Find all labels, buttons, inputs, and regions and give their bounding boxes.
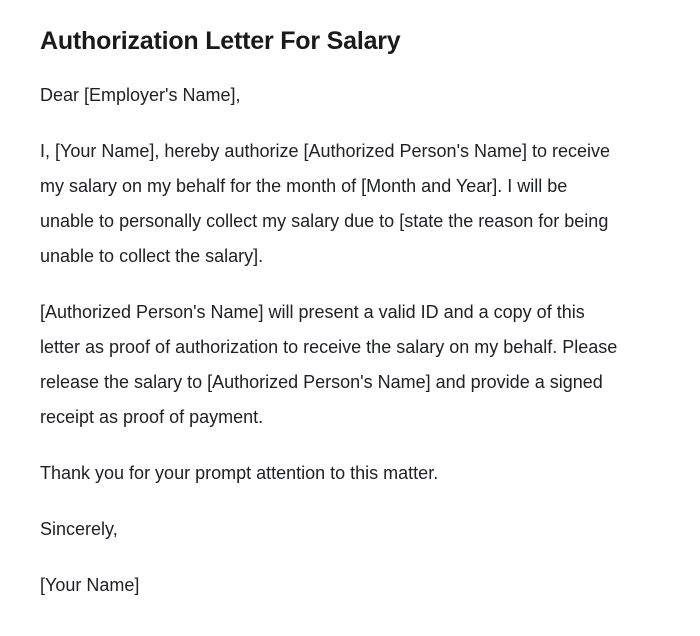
page-title: Authorization Letter For Salary [40, 27, 401, 55]
letter-closing: Sincerely, [40, 519, 118, 539]
letter-salutation: Dear [Employer's Name], [40, 85, 241, 105]
letter-paragraph-thanks: Thank you for your prompt attention to this matter. [40, 463, 439, 483]
letter-paragraph-authorization: I, [Your Name], hereby authorize [Authorized Person's Name] to receive my salary on my behalf for the month of [Month and Year]. I will be unable to personally collect my salary due to [state the reason for being unable to collect the salary]. [40, 141, 611, 266]
letter-signature: [Your Name] [40, 575, 140, 595]
letter-paragraph-id-proof: [Authorized Person's Name] will present a valid ID and a copy of this letter as proof of authorization to receive the salary on my behalf. Please release the salary to [Authorized Person's Name] and provide a signed receipt as proof of payment. [40, 302, 618, 427]
letter-body [40, 78, 660, 603]
